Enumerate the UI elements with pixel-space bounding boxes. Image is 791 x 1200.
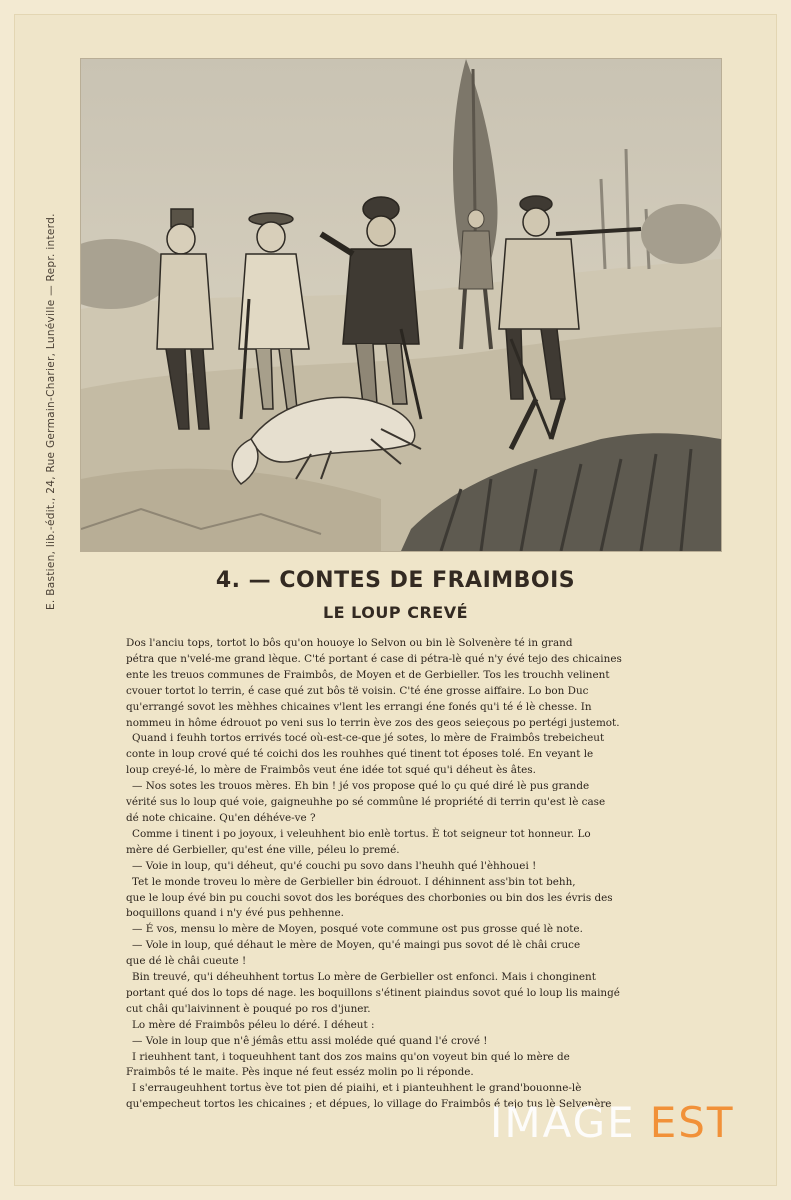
- story-line: Tet le monde troveu lo mère de Gerbieller bin édrouot. I déhinnent ass'bin tot behh,: [132, 875, 576, 888]
- story-line: Bin treuvé, qu'i déheuhhent tortus Lo mère de Gerbieller ost enfonci. Mais i chonginent: [132, 971, 596, 984]
- story-line: vérité sus lo loup qué voie, gaigneuhhe po sé commûne lé propriété di terrin qu'est lè case: [126, 796, 606, 809]
- story-line: ente les treuos communes de Fraimbôs, de Moyen et de Gerbieller. Tos les trouchh velinent: [126, 668, 610, 681]
- story-line: boquillons quand i n'y évé pus pehhenne.: [126, 907, 344, 920]
- story-text: [126, 636, 738, 1113]
- story-subtitle: LE LOUP CREVÉ: [322, 603, 468, 622]
- story-line: — Vole in loup que n'ê jémâs ettu assi moléde qué quand l'é crové !: [132, 1034, 488, 1047]
- story-line: Lo mère dé Fraimbôs péleu lo déré. I déheut :: [132, 1018, 375, 1031]
- story-line: Quand i feuhh tortos errivés tocé où-est-ce-que jé sotes, lo mère de Fraimbôs trebeicheut: [132, 732, 605, 745]
- story-line: — Vole in loup, qué déhaut le mère de Moyen, qu'é maingi pus sovot dé lè châi cruce: [132, 939, 581, 952]
- hunters-and-wolf-drawing: [81, 59, 721, 551]
- story-line: — Nos sotes les trouos mères. Eh bin ! jé vos propose qué lo çu qué diré lè pus grande: [132, 780, 590, 793]
- story-line: qu'errangé sovot les mèhhes chicaines v'lent les errangi éne fonés qu'i té é lè chesse. In: [126, 700, 592, 713]
- story-line: cut châi qu'laivinnent è pouqué po ros d'juner.: [126, 1002, 371, 1015]
- story-line: pétra que n'velé-me grand lèque. C'té portant é case di pétra-lè qué n'y évé tejo des chicaines: [126, 652, 622, 665]
- publisher-credit: E. Bastien, lib.-édit., 24, Rue Germain-Charier, Lunéville — Repr. interd.: [45, 213, 57, 610]
- story-line: Fraimbôs té le maite. Pès inque né feut esséz molin po li réponde.: [126, 1066, 474, 1079]
- story-line: nommeu in hôme édrouot po veni sus lo terrin ève zos des geos seieçous po pertégi justemot.: [126, 716, 620, 729]
- watermark: [490, 1098, 735, 1147]
- story-line: — É vos, mensu lo mère de Moyen, posqué vote commune ost pus grosse qué lè note.: [132, 923, 583, 936]
- watermark-part-2: EST: [649, 1098, 735, 1147]
- story-line: mère dé Gerbieller, qu'est éne ville, péleu lo premé.: [126, 843, 400, 856]
- watermark-part-1: IMAGE: [490, 1098, 636, 1147]
- story-line: conte in loup crové qué té coichi dos les rouhhes qué tinent tot époses tolé. En veyant le: [126, 748, 594, 761]
- story-line: I s'erraugeuhhent tortus ève tot pien dé piaihi, et i pianteuhhent le grand'bouonne-lè: [132, 1082, 582, 1095]
- story-line: qu'empecheut tortos les chicaines ; et dépues, lo village do Fraimbôs é tejo tus lè Selvenère: [126, 1098, 612, 1111]
- story-line: cvouer tortot lo terrin, é case qué zut bôs të voisin. C'té éne grosse aiffaire. Lo bon Duc: [126, 684, 589, 697]
- story-line: que dé lè châi cueute !: [126, 955, 247, 968]
- story-line: portant qué dos lo tops dé nage. les boquillons s'étinent piaindus sovot qué lo loup lis maingé: [126, 986, 620, 999]
- story-line: I rieuhhent tant, i toqueuhhent tant dos zos mains qu'on voyeut bin qué lo mère de: [132, 1050, 570, 1063]
- story-line: Dos l'anciu tops, tortot lo bôs qu'on houoye lo Selvon ou bin lè Solvenère té in grand: [126, 637, 573, 649]
- story-line: loup creyé-lé, lo mère de Fraimbôs veut éne idée tot squé qu'i déheut ès âtes.: [126, 764, 536, 777]
- story-line: que le loup évé bin pu couchi sovot dos les boréques des chorbonies ou bin dos les évris des: [126, 891, 613, 904]
- story-line: dé note chicaine. Qu'en déhéve-ve ?: [126, 811, 316, 824]
- story-line: — Voie in loup, qu'i déheut, qu'é couchi pu sovo dans l'heuhh qué l'èhhouei !: [132, 859, 537, 872]
- story-title: 4. — CONTES DE FRAIMBOIS: [215, 568, 576, 593]
- story-line: Comme i tinent i po joyoux, i veleuhhent bio enlè tortus. È tot seigneur tot honneur. Lo: [132, 827, 591, 840]
- illustration: [80, 58, 722, 552]
